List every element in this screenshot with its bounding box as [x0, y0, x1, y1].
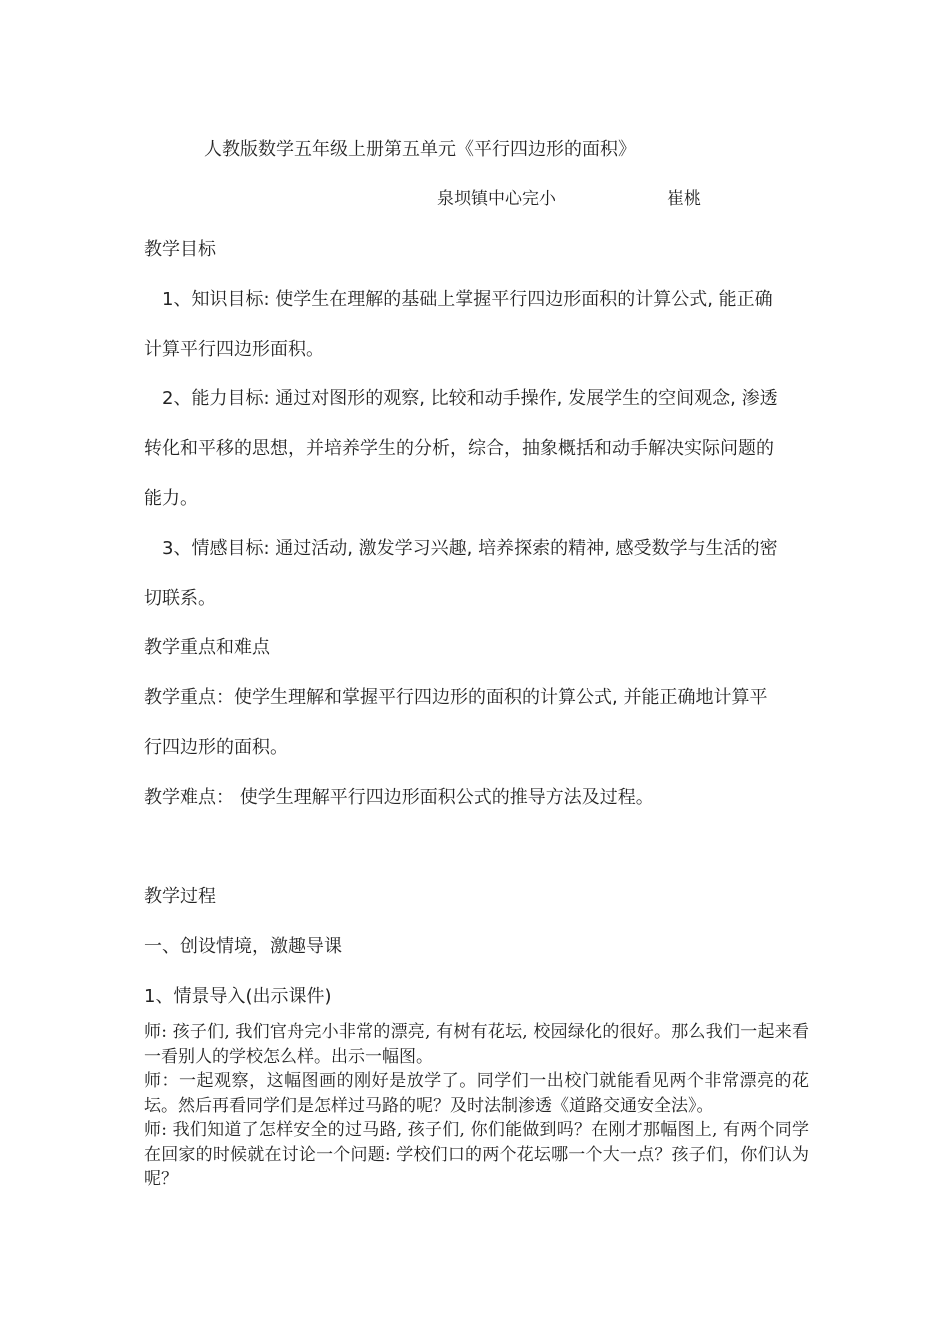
objective-1-line-1: 1、知识目标: 使学生在理解的基础上掌握平行四边形面积的计算公式, 能正确 [162, 289, 773, 310]
objective-2-line-3: 能力。 [144, 488, 198, 509]
objective-2-line-1: 2、能力目标: 通过对图形的观察, 比较和动手操作, 发展学生的空间观念, 渗透 [162, 388, 778, 409]
document-title: 人教版数学五年级上册第五单元《平行四边形的面积》 [204, 139, 636, 160]
dialogue-paragraph-3: 师: 我们知道了怎样安全的过马路, 孩子们, 你们能做到吗？在刚才那幅图上, 有两个同学在回家的时候就在讨论一个问题: 学校们口的两个花坛哪一个大一点？孩子们，你们认为呢？ [144, 1120, 809, 1189]
dialogue-paragraph [144, 1020, 809, 1192]
dialogue-paragraph-1: 师: 孩子们, 我们官舟完小非常的漂亮, 有树有花坛, 校园绿化的很好。那么我们一起来看一看别人的学校怎么样。出示一幅图。 [144, 1022, 809, 1067]
process-heading: 教学过程 [144, 886, 216, 907]
subsection-1-heading: 1、情景导入(出示课件) [144, 986, 332, 1007]
teaching-difficulty: 教学难点： 使学生理解平行四边形面积公式的推导方法及过程。 [144, 787, 654, 808]
teaching-focus-line-1: 教学重点：使学生理解和掌握平行四边形的面积的计算公式, 并能正确地计算平 [144, 687, 768, 708]
objective-2-line-2: 转化和平移的思想，并培养学生的分析，综合，抽象概括和动手解决实际问题的 [144, 438, 774, 459]
dialogue-paragraph-2: 师：一起观察，这幅图画的刚好是放学了。同学们一出校门就能看见两个非常漂亮的花坛。然后再看同学们是怎样过马路的呢？及时法制渗透《道路交通安全法》。 [144, 1071, 809, 1116]
objectives-heading: 教学目标 [144, 239, 216, 260]
key-points-heading: 教学重点和难点 [144, 637, 270, 658]
school-name: 泉坝镇中心完小 [437, 189, 556, 209]
objective-1-line-2: 计算平行四边形面积。 [144, 339, 324, 360]
teaching-focus-line-2: 行四边形的面积。 [144, 737, 288, 758]
section-1-heading: 一、创设情境，激趣导课 [144, 936, 342, 957]
author-name: 崔桃 [667, 189, 701, 209]
objective-3-line-2: 切联系。 [144, 588, 216, 609]
objective-3-line-1: 3、情感目标: 通过活动, 激发学习兴趣, 培养探索的精神, 感受数学与生活的密 [162, 538, 778, 559]
